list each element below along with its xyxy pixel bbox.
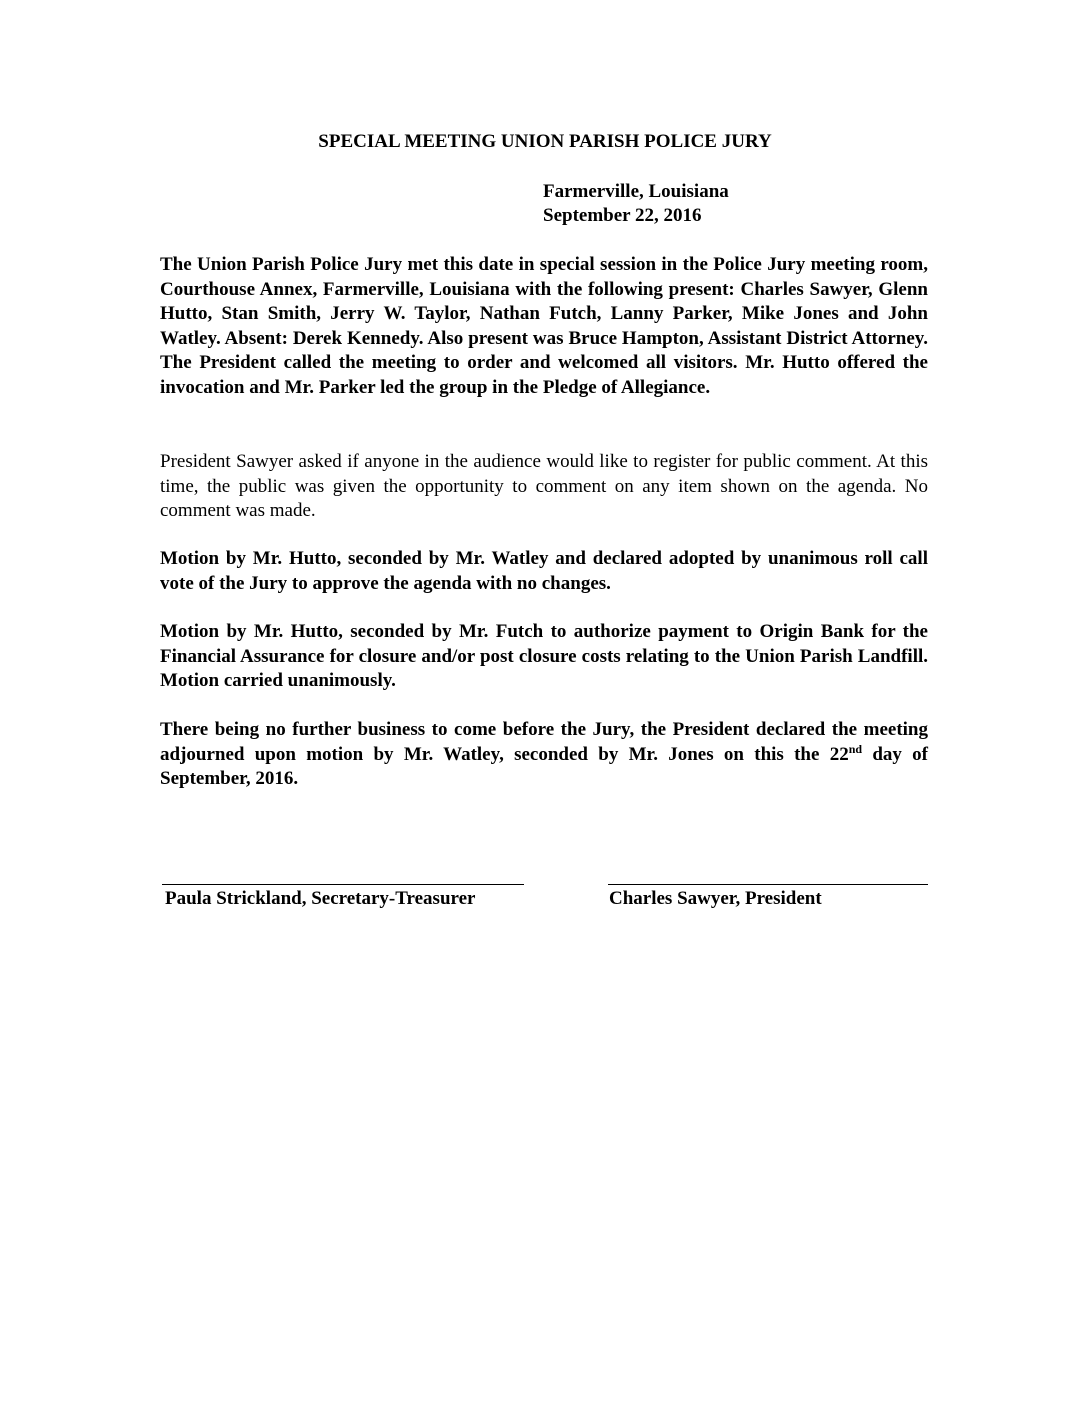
- adjournment-day: 22: [829, 743, 849, 765]
- adjournment-paragraph: [160, 718, 928, 792]
- adjournment-day-suffix: nd: [848, 741, 863, 756]
- signature-block-secretary: [162, 862, 524, 911]
- place-date-block: [543, 180, 729, 228]
- agenda-motion-paragraph: Motion by Mr. Hutto, seconded by Mr. Watley and declared adopted by unanimous roll call vote of the Jury to approve the agenda with no changes.: [160, 548, 928, 594]
- payment-motion-paragraph: Motion by Mr. Hutto, seconded by Mr. Futch to authorize payment to Origin Bank for the Financial Assurance for closure and/or post closure costs relating to the Union Parish Landfill. Motion carried unanimously.: [160, 621, 928, 691]
- adjournment-date-end: day of September, 2016.: [160, 743, 929, 789]
- adjournment-text: There being no further business to come before the Jury, the President declared the meeting adjourned upon motion by Mr. Watley, seconded by Mr. Jones on this the: [160, 719, 928, 765]
- signature-line: [162, 884, 524, 885]
- meeting-date: September 22, 2016: [543, 205, 702, 226]
- signature-block-president: [608, 862, 928, 911]
- meeting-location: Farmerville, Louisiana: [543, 181, 729, 202]
- signature-line: [608, 884, 928, 885]
- public-comment-paragraph: President Sawyer asked if anyone in the audience would like to register for public comment. At this time, the public was given the opportunity to comment on any item shown on the agenda. No comment was made.: [160, 451, 928, 521]
- signature-label-secretary: Paula Strickland, Secretary-Treasurer: [165, 888, 476, 909]
- signature-label-president: Charles Sawyer, President: [609, 888, 822, 909]
- document-title: SPECIAL MEETING UNION PARISH POLICE JURY: [318, 131, 772, 152]
- attendance-paragraph: The Union Parish Police Jury met this date in special session in the Police Jury meeting room, Courthouse Annex, Farmerville, Louisiana with the following present: Charles Sawyer, Glenn Hutto, Stan Smith, Jerry W. Taylor, Nathan Futch, Lanny Parker, Mike Jones and John Watley. Absent: Derek Kennedy. Also present was Bruce Hampton, Assistant District Attorney. The President called the meeting to order and welcomed all visitors. Mr. Hutto offered the invocation and Mr. Parker led the group in the Pledge of Allegiance.: [160, 254, 928, 398]
